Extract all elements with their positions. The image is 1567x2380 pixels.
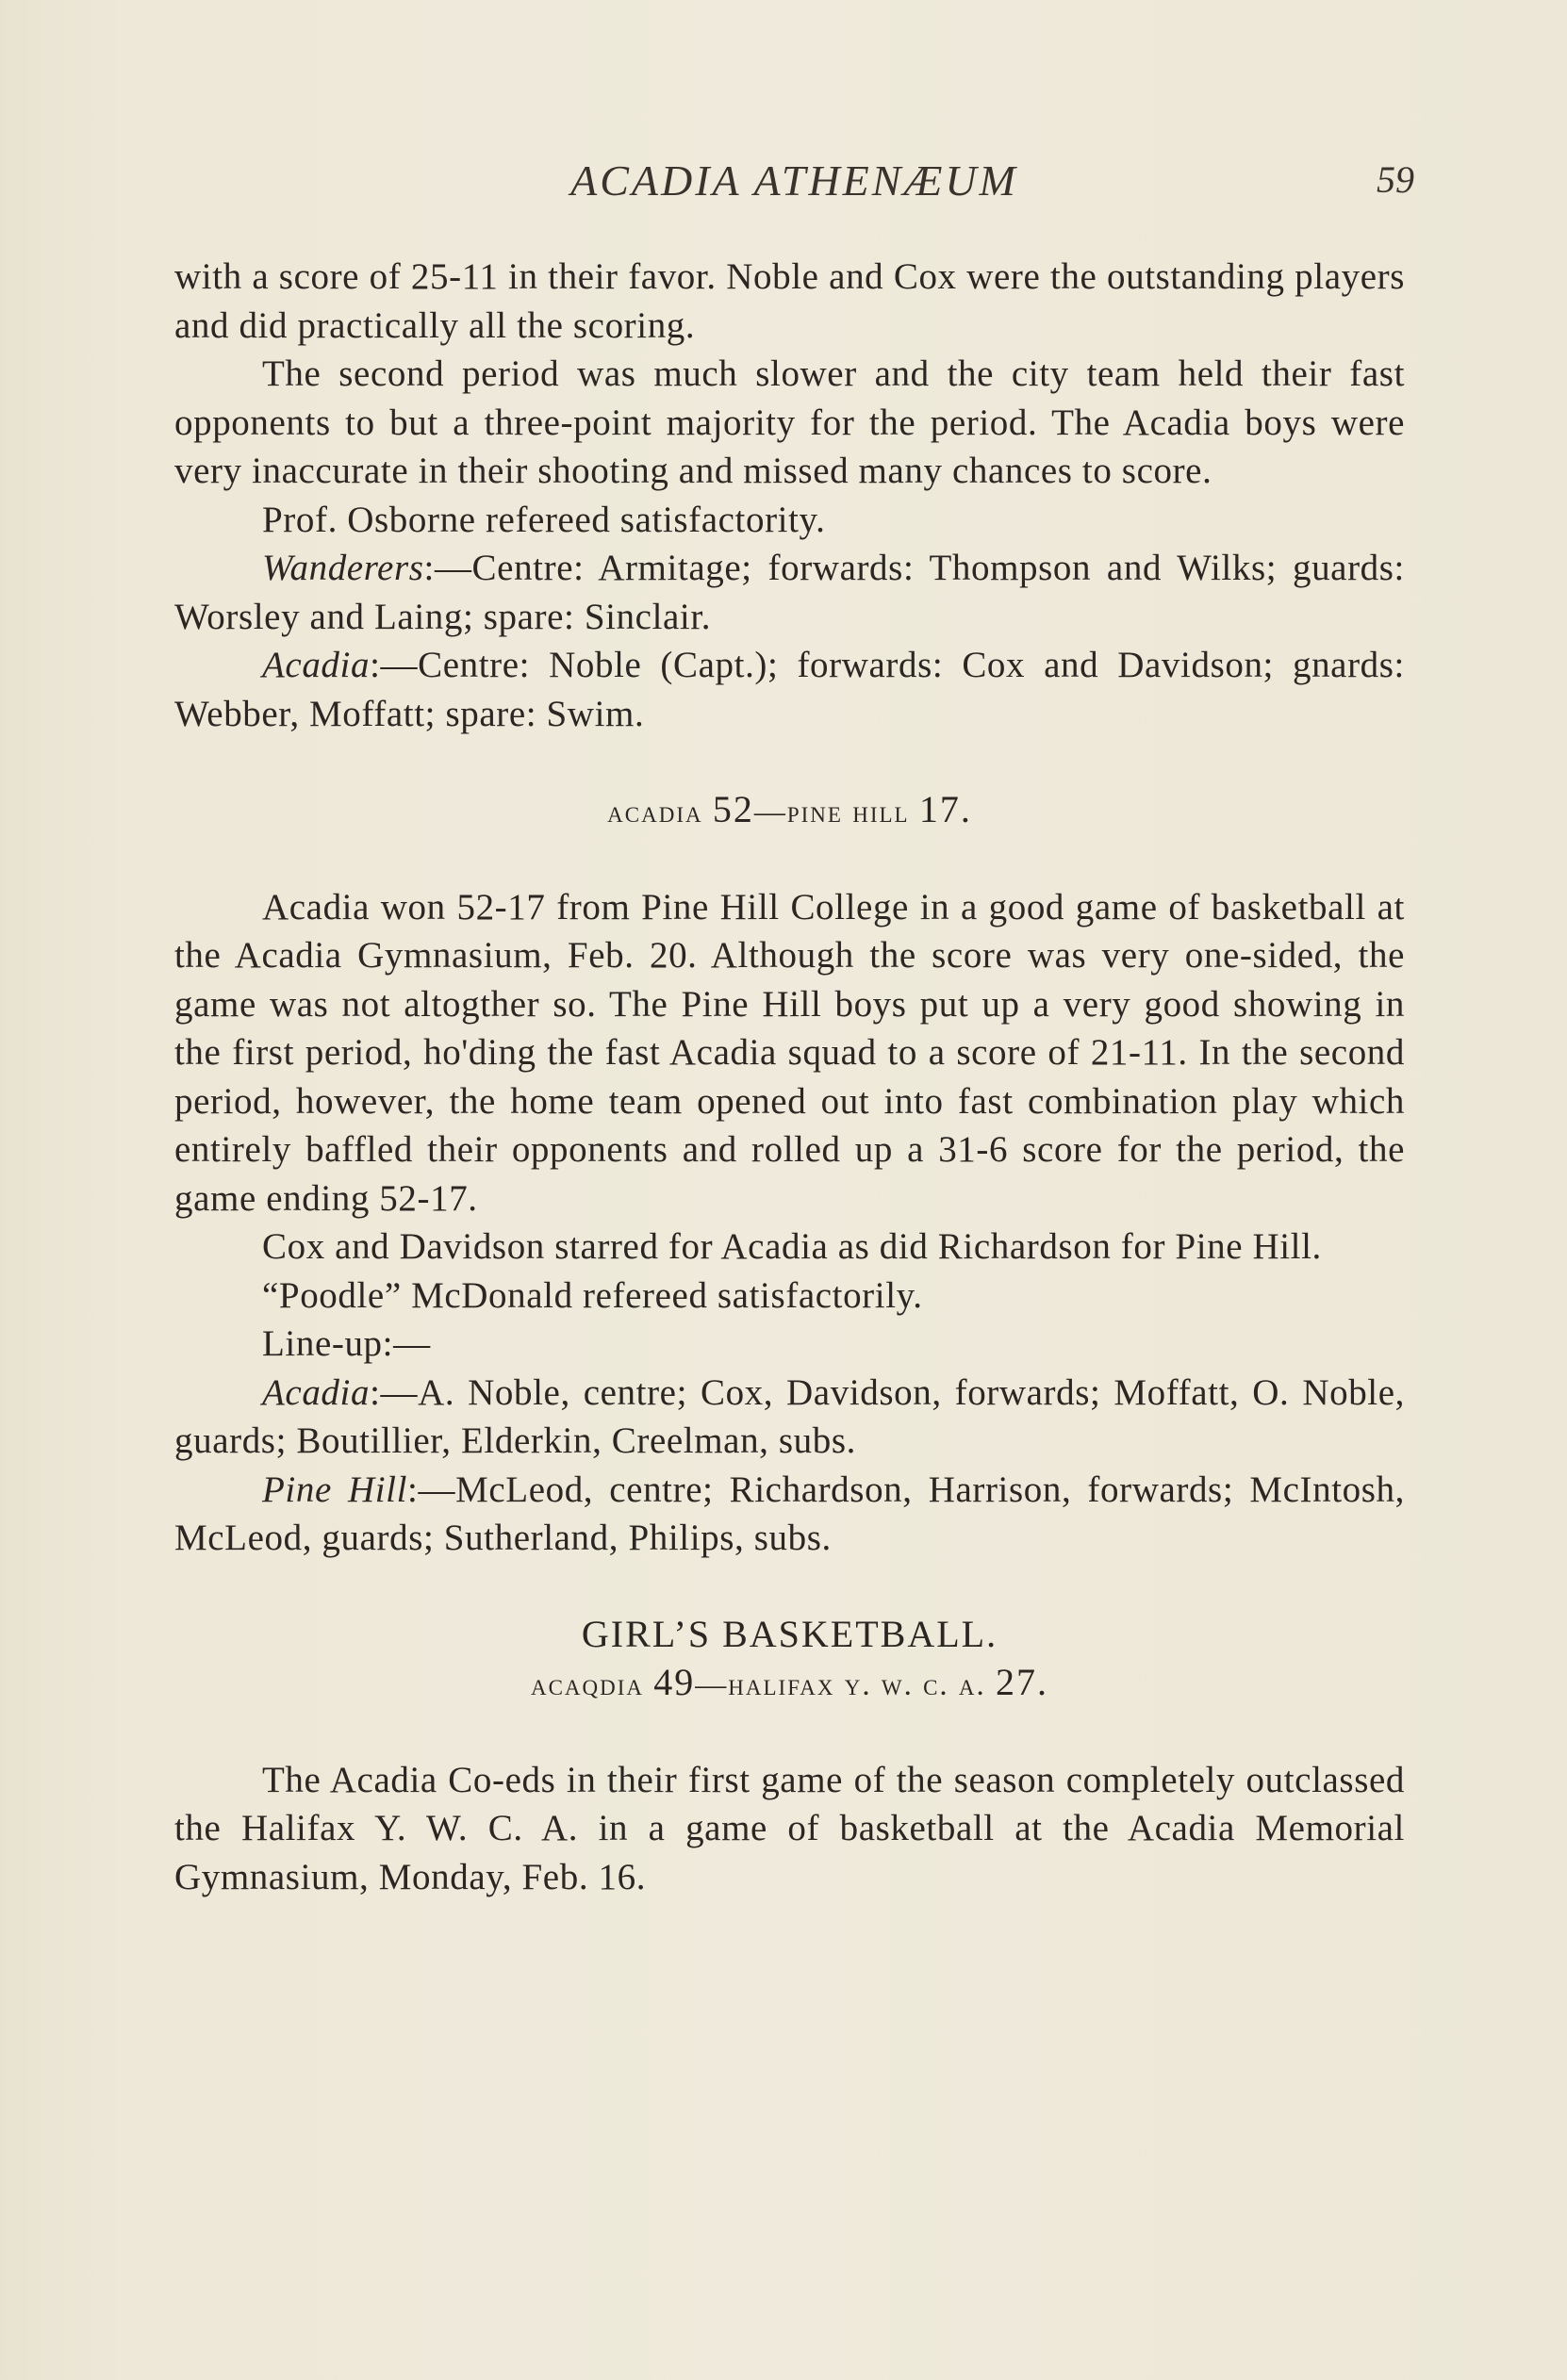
heading-team-acadia: acadia bbox=[607, 796, 703, 829]
page-number: 59 bbox=[1377, 158, 1414, 201]
lineup-pine-hill-text: :—McLeod, centre; Richardson, Harrison, forwards; McIntosh, McLeod, guards; Sutherland, Philips, subs. bbox=[174, 1469, 1405, 1558]
lineup-acadia-first-text: :—Centre: Noble (Capt.); forwards: Cox and Davidson; gnards: Webber, Moffatt; spare: Swim. bbox=[174, 645, 1405, 734]
paragraph-starred: Cox and Davidson starred for Acadia as did Richardson for Pine Hill. bbox=[262, 1226, 1322, 1267]
article-body bbox=[174, 253, 1405, 1901]
paragraph-score-favor: with a score of 25-11 in their favor. Noble and Cox were the outstanding players and did practically all the scoring. bbox=[174, 256, 1405, 346]
paragraph-second-period: The second period was much slower and the city team held their fast opponents to but a three-point majority for the period. The Acadia boys were very inaccurate in their shooting and missed many chances to score. bbox=[174, 353, 1405, 491]
lineup-acadia-second-text: :—A. Noble, centre; Cox, Davidson, forwards; Moffatt, O. Noble, guards; Boutillier, Elderkin, Creelman, subs. bbox=[174, 1371, 1405, 1461]
heading-team-ywca: —halifax y. w. c. a. bbox=[695, 1668, 986, 1702]
paragraph-referee-mcdonald: “Poodle” McDonald refereed satisfactorily. bbox=[262, 1274, 923, 1316]
heading-team-acadia-coeds: acaqdia bbox=[530, 1668, 645, 1702]
team-label-wanderers: Wanderers bbox=[262, 548, 424, 588]
team-label-acadia-2: Acadia bbox=[262, 1371, 371, 1413]
section-subheading-ywca bbox=[174, 1658, 1405, 1711]
heading-score-pine-hill: 17. bbox=[918, 788, 972, 830]
lineup-acadia-second bbox=[174, 1369, 1405, 1466]
lineup-wanderers bbox=[174, 544, 1405, 641]
team-label-pine-hill: Pine Hill bbox=[262, 1469, 408, 1510]
team-label-acadia: Acadia bbox=[262, 645, 371, 685]
heading-score-acadia: 52 bbox=[712, 788, 754, 830]
lineup-acadia-first bbox=[174, 641, 1405, 738]
paragraph-referee-osborne: Prof. Osborne refereed satisfactority. bbox=[262, 499, 826, 540]
journal-title: ACADIA ATHENÆUM bbox=[570, 156, 1018, 205]
heading-score-acadia-coeds: 49 bbox=[653, 1661, 696, 1703]
heading-score-ywca: 27. bbox=[996, 1661, 1049, 1703]
running-header bbox=[174, 156, 1414, 212]
lineup-wanderers-text: :—Centre: Armitage; forwards: Thompson and Wilks; guards: Worsley and Laing; spare: Sinclair. bbox=[174, 548, 1405, 637]
section-heading-girls-basketball: GIRL’S BASKETBALL. bbox=[581, 1612, 998, 1655]
section-heading-pine-hill bbox=[174, 785, 1405, 838]
paragraph-coeds-game: The Acadia Co-eds in their first game of the season completely outclassed the Halifax Y. W. C. A. in a game of basketball at the Acadia Memorial Gymnasium, Monday, Feb. 16. bbox=[174, 1759, 1405, 1897]
heading-team-pine-hill: —pine hill bbox=[753, 796, 910, 829]
paragraph-pine-hill-game: Acadia won 52-17 from Pine Hill College in a good game of basketball at the Acadia Gymnasium, Feb. 20. Although the score was very one-sided, the game was not altogther so. The Pine Hill boys put up a very good showing in the first period, ho'ding the fast Acadia squad to a score of 21-11. In the second period, however, the home team opened out into fast combination play which entirely baffled their opponents and rolled up a 31-6 score for the period, the game ending 52-17. bbox=[174, 886, 1405, 1219]
lineup-pine-hill bbox=[174, 1466, 1405, 1563]
paragraph-lineup-label: Line-up:— bbox=[262, 1323, 431, 1364]
